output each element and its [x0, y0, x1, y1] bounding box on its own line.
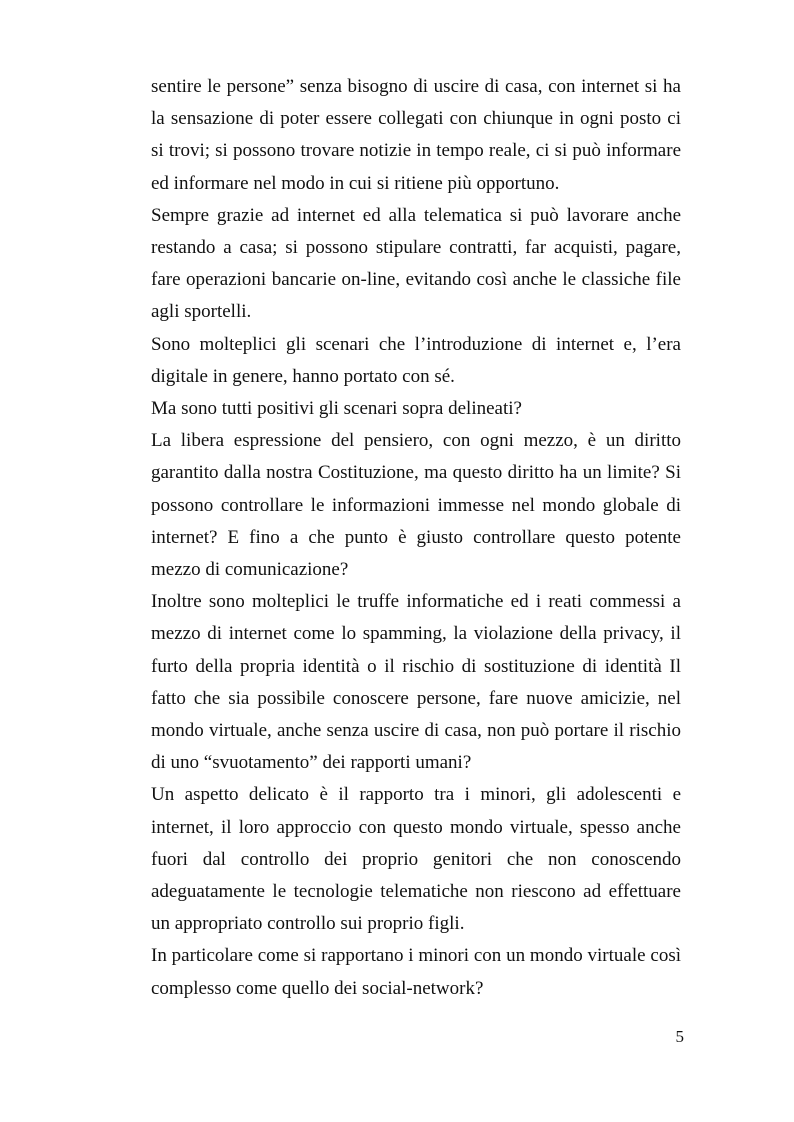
page-number: 5: [675, 1027, 684, 1046]
paragraph-2: Sempre grazie ad internet ed alla telematica si può lavorare anche restando a casa; si possono stipulare contratti, far acquisti, pagare, fare operazioni bancarie on-line, evitando così anche le classiche file agli sportelli.: [151, 204, 681, 323]
paragraph-6: Inoltre sono molteplici le truffe informatiche ed i reati commessi a mezzo di internet come lo spamming, la violazione della privacy, il furto della propria identità o il rischio di sostituzione di identità Il fatto che sia possibile conoscere persone, fare nuove amicizie, nel mondo virtuale, anche senza uscire di casa, non può portare il rischio di uno “svuotamento” dei rapporti umani?: [151, 591, 681, 774]
paragraph-4: Ma sono tutti positivi gli scenari sopra delineati?: [151, 398, 522, 420]
paragraph-5: La libera espressione del pensiero, con ogni mezzo, è un diritto garantito dalla nostra Costituzione, ma questo diritto ha un limite? Si possono controllare le informazioni immesse nel mondo globale di internet? E fino a che punto è giusto controllare questo potente mezzo di comunicazione?: [151, 430, 681, 581]
paragraph-1: sentire le persone” senza bisogno di uscire di casa, con internet si ha la sensazione di poter essere collegati con chiunque in ogni posto ci si trovi; si possono trovare notizie in tempo reale, ci si può informare ed informare nel modo in cui si ritiene più opportuno.: [151, 76, 681, 194]
paragraph-8: In particolare come si rapportano i minori con un mondo virtuale così complesso come quello dei social-network?: [151, 945, 681, 999]
paragraph-3: Sono molteplici gli scenari che l’introduzione di internet e, l’era digitale in genere, hanno portato con sé.: [151, 333, 681, 387]
paragraph-7: Un aspetto delicato è il rapporto tra i minori, gli adolescenti e internet, il loro approccio con questo mondo virtuale, spesso anche fuori dal controllo dei proprio genitori che non conoscendo adeguatamente le tecnologie telematiche non riescono ad effettuare un appropriato controllo sui proprio figli.: [151, 784, 681, 935]
body-text: [151, 71, 681, 1005]
